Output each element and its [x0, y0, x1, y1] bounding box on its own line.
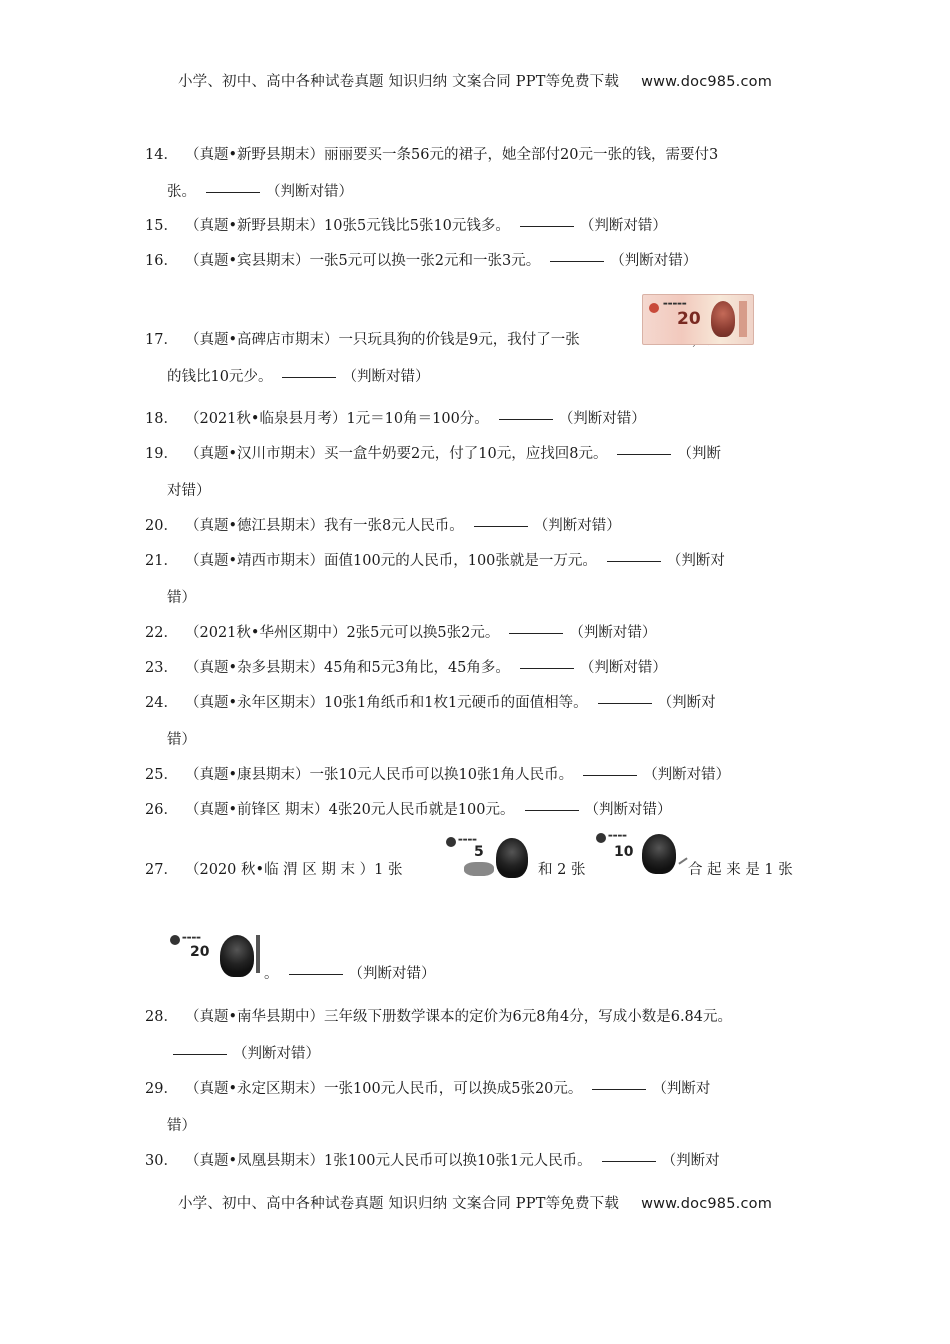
national-emblem-icon — [170, 935, 180, 945]
question-text: （真题•前锋区 期末）4张20元人民币就是100元。 — [185, 802, 515, 818]
judge-label: （判断对错） — [348, 966, 436, 982]
bill-header-text: ▬▬▬▬ — [608, 833, 627, 839]
portrait-icon — [642, 834, 676, 874]
answer-blank[interactable] — [602, 1160, 656, 1162]
question-text-part-a: （2020 秋•临 渭 区 期 末 ）1 张 — [185, 862, 403, 878]
question-26 — [145, 792, 815, 829]
question-19 — [145, 436, 815, 499]
judge-label: （判断对错） — [558, 411, 646, 427]
portrait-icon — [220, 935, 254, 977]
page-header — [0, 70, 950, 91]
question-text: （真题•永年区期末）10张1角纸币和1枚1元硬币的面值相等。 — [185, 695, 588, 711]
answer-blank[interactable] — [617, 453, 671, 455]
question-number: 25． — [145, 767, 178, 783]
bill-denomination: 10 — [614, 844, 634, 860]
question-number: 27． — [145, 862, 178, 878]
question-20 — [145, 508, 815, 545]
question-29 — [145, 1071, 815, 1134]
question-text: （真题•德江县期末）我有一张8元人民币。 — [185, 518, 464, 534]
question-number: 21． — [145, 553, 178, 569]
answer-blank[interactable] — [289, 973, 343, 975]
question-text: （2021秋•临泉县月考）1元＝10角＝100分。 — [185, 411, 489, 427]
question-text: （2021秋•华州区期中）2张5元可以换5张2元。 — [185, 625, 500, 641]
judge-label: （判断对 — [657, 695, 716, 711]
question-25 — [145, 757, 815, 794]
question-18 — [145, 401, 815, 438]
answer-blank[interactable] — [520, 225, 574, 227]
question-text: （真题•高碑店市期末）一只玩具狗的价钱是9元，我付了一张 — [185, 332, 580, 348]
question-text-part-c: 合 起 来 是 1 张 — [688, 862, 793, 878]
answer-blank[interactable] — [499, 418, 553, 420]
question-text: （真题•新野县期末）丽丽要买一条56元的裙子，她全部付20元一张的钱，需要付3 — [185, 147, 719, 163]
question-21 — [145, 543, 815, 606]
answer-blank[interactable] — [520, 667, 574, 669]
question-text: （真题•永定区期末）一张100元人民币，可以换成5张20元。 — [185, 1081, 583, 1097]
banknote-10-yuan-image — [594, 830, 688, 876]
question-text: （真题•宾县期末）一张5元可以换一张2元和一张3元。 — [185, 253, 541, 269]
judge-label: （判断对错） — [643, 767, 731, 783]
question-continuation — [173, 1036, 320, 1073]
question-16 — [145, 243, 815, 280]
question-number: 17． — [145, 332, 178, 348]
question-30 — [145, 1143, 815, 1180]
bill-header-text: ▬▬▬▬ — [458, 837, 477, 843]
banknote-20-yuan-image — [642, 294, 754, 345]
question-number: 20． — [145, 518, 178, 534]
question-number: 15． — [145, 218, 178, 234]
question-text-part-b: 和 2 张 — [538, 862, 586, 878]
national-emblem-icon — [446, 837, 456, 847]
header-text: 小学、初中、高中各种试卷真题 知识归纳 文案合同 PPT等免费下载 — [177, 74, 620, 90]
question-number: 22． — [145, 625, 178, 641]
question-22 — [145, 615, 815, 652]
question-27-part-c — [688, 852, 793, 889]
bill-denomination: 20 — [190, 944, 210, 960]
judge-label: （判断对错） — [233, 1046, 320, 1062]
question-23 — [145, 650, 815, 687]
period-mark: 。 — [264, 966, 279, 982]
question-number: 18． — [145, 411, 178, 427]
question-text: （真题•新野县期末）10张5元钱比5张10元钱多。 — [185, 218, 510, 234]
judge-label: （判断对错） — [569, 625, 657, 641]
answer-blank[interactable] — [173, 1053, 227, 1055]
question-27-continuation — [264, 956, 436, 993]
judge-label-cont: 错） — [167, 732, 196, 748]
bill-edge-mark — [678, 857, 687, 864]
question-24 — [145, 685, 815, 748]
question-number: 29． — [145, 1081, 178, 1097]
question-number: 26． — [145, 802, 178, 818]
judge-label-cont: 对错） — [167, 483, 211, 499]
question-text: （真题•康县期末）一张10元人民币可以换10张1角人民币。 — [185, 767, 574, 783]
question-continuation — [167, 359, 429, 396]
question-continuation — [167, 722, 196, 759]
judge-label: （判断对错） — [584, 802, 672, 818]
answer-blank[interactable] — [550, 260, 604, 262]
question-continuation — [167, 473, 211, 510]
question-text: （真题•凤凰县期末）1张100元人民币可以换10张1元人民币。 — [185, 1153, 592, 1169]
question-number: 30． — [145, 1153, 178, 1169]
question-15 — [145, 208, 815, 245]
question-continuation — [167, 1108, 196, 1145]
answer-blank[interactable] — [525, 809, 579, 811]
bill-denomination: 5 — [474, 844, 484, 860]
bill-header-text: ▬▬▬▬▬ — [663, 301, 687, 307]
footer-text: 小学、初中、高中各种试卷真题 知识归纳 文案合同 PPT等免费下载 — [177, 1196, 620, 1212]
question-continuation — [167, 580, 196, 617]
question-number: 24． — [145, 695, 178, 711]
judge-label: （判断对错） — [342, 369, 430, 385]
judge-label-cont: 错） — [167, 590, 196, 606]
answer-blank[interactable] — [282, 376, 336, 378]
footer-site: www.doc985.com — [641, 1196, 773, 1212]
bill-pattern — [464, 862, 494, 876]
judge-label: （判断对错） — [579, 218, 667, 234]
question-number: 28． — [145, 1009, 178, 1025]
judge-label: （判断 — [677, 446, 721, 462]
judge-label: （判断对 — [661, 1153, 720, 1169]
answer-blank[interactable] — [607, 560, 661, 562]
question-text: （真题•靖西市期末）面值100元的人民币，100张就是一万元。 — [185, 553, 597, 569]
bill-edge-band — [256, 935, 260, 973]
national-emblem-icon — [596, 833, 606, 843]
page-footer — [0, 1192, 950, 1213]
answer-blank[interactable] — [474, 525, 528, 527]
banknote-5-yuan-image — [444, 834, 534, 880]
question-number: 16． — [145, 253, 178, 269]
answer-blank[interactable] — [598, 702, 652, 704]
judge-label: （判断对错） — [610, 253, 698, 269]
bill-header-text: ▬▬▬▬ — [182, 935, 201, 941]
bill-denomination: 20 — [677, 309, 701, 329]
question-number: 19． — [145, 446, 178, 462]
answer-blank[interactable] — [206, 191, 260, 193]
question-14 — [145, 137, 815, 200]
answer-blank[interactable] — [592, 1088, 646, 1090]
answer-blank[interactable] — [509, 632, 563, 634]
judge-label-cont: 错） — [167, 1118, 196, 1134]
question-number: 23． — [145, 660, 178, 676]
judge-label: （判断对错） — [579, 660, 667, 676]
question-text: （真题•汉川市期末）买一盒牛奶要2元，付了10元，应找回8元。 — [185, 446, 608, 462]
national-emblem-icon — [649, 303, 659, 313]
question-text-cont: 的钱比10元少。 — [167, 369, 273, 385]
question-text: （真题•杂多县期末）45角和5元3角比，45角多。 — [185, 660, 510, 676]
answer-blank[interactable] — [583, 774, 637, 776]
judge-label: （判断对错） — [533, 518, 621, 534]
question-28 — [145, 999, 835, 1062]
question-continuation — [167, 174, 353, 211]
question-number: 14． — [145, 147, 178, 163]
header-site: www.doc985.com — [641, 74, 773, 90]
question-text: （真题•南华县期中）三年级下册数学课本的定价为6元8角4分，写成小数是6.84元。 — [185, 1009, 733, 1025]
judge-label: （判断对 — [652, 1081, 711, 1097]
bill-edge-band — [739, 301, 747, 337]
banknote-20-yuan-gray-image — [168, 932, 264, 980]
portrait-icon — [496, 838, 528, 878]
question-27-part-b — [538, 852, 585, 889]
judge-label: （判断对 — [666, 553, 725, 569]
portrait-icon — [711, 301, 735, 337]
question-text-cont: 张。 — [167, 184, 196, 200]
judge-label: （判断对错） — [266, 184, 353, 200]
